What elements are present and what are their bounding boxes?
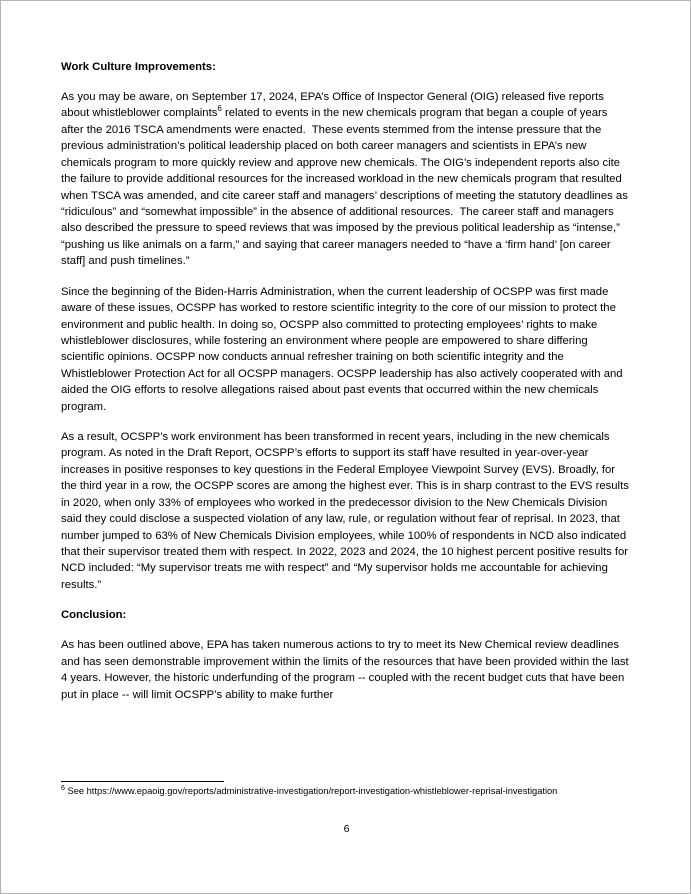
paragraph-oig-reports: As you may be aware, on September 17, 2024, EPA’s Office of Inspector General (OIG) released five reports about whistleblower complaints$^6$ related to events in the new chemicals program that began a couple of years after the 2016 TSCA amendments were enacted. These events stemmed from the intense pressure that the previous administration’s political leadership placed on both career managers and scientists in EPA’s new chemicals program to more quickly review and approve new chemicals. The OIG’s independent reports also cite the failure to provide additional resources for the increased workload in the new chemicals program that resulted when TSCA was amended, and cite career staff and managers’ descriptions of meeting the statutory deadlines as “ridiculous” and “somewhat impossible” in the absence of additional resources. The career staff and managers also described the pressure to speed reviews that was imposed by the previous political leadership as “intense,” “pushing us like animals on a farm,” and saying that career managers needed to “have a ‘firm hand’ [on career staff] and push timelines.”: [61, 91, 628, 268]
section-heading-conclusion: Conclusion:: [61, 609, 127, 622]
page-content: [61, 59, 629, 717]
paragraph-scientific-integrity: Since the beginning of the Biden-Harris Administration, when the current leadership of OCSPP was first made aware of these issues, OCSPP has worked to restore scientific integrity to the core of our mission to protect the environment and public health. In doing so, OCSPP also committed to protecting employees’ rights to make whistleblower disclosures, while fostering an environment where people are empowered to share differing scientific opinions. OCSPP now conducts annual refresher training on both scientific integrity and the Whistleblower Protection Act for all OCSPP managers. OCSPP leadership has also actively cooperated with and aided the OIG efforts to resolve allegations raised about past events that occurred within the new chemicals program.: [61, 285, 623, 413]
paragraph-conclusion: As has been outlined above, EPA has taken numerous actions to try to meet its New Chemical review deadlines and has seen demonstrable improvement within the limits of the resources that have been provided within the last 4 years. However, the historic underfunding of the program -- coupled with the recent budget cuts that have been put in place -- will limit OCSPP’s ability to make further: [61, 639, 629, 701]
page-number: 6: [343, 823, 350, 835]
footnote-number: 6: [61, 784, 65, 792]
footnote-separator: [61, 781, 224, 782]
footnote-marker-6: 6: [217, 104, 222, 114]
paragraph-evs-results: As a result, OCSPP’s work environment has been transformed in recent years, including in the new chemicals program. As noted in the Draft Report, OCSPP’s efforts to support its staff have resulted in year-over-year increases in positive responses to key questions in the Federal Employee Viewpoint Survey (EVS). Broadly, for the third year in a row, the OCSPP scores are among the highest ever. This is in sharp contrast to the EVS results in 2020, when only 33% of employees who worked in the predecessor division to the New Chemicals Division said they could disclose a suspected violation of any law, rule, or regulation without fear of reprisal. In 2023, that number jumped to 63% of New Chemicals Division employees, while 100% of respondents in NCD also indicated that their supervisor treated them with respect. In 2022, 2023 and 2024, the 10 highest percent positive results for NCD included: “My supervisor treats me with respect” and “My supervisor holds me accountable for achieving results.”: [61, 431, 629, 591]
section-heading-work-culture: Work Culture Improvements:: [61, 61, 216, 73]
footnote-text: See https://www.epaoig.gov/reports/administrative-investigation/report-investigation-whistleblower-reprisal-investigation: [64, 786, 558, 796]
footnote-6: [61, 785, 629, 798]
